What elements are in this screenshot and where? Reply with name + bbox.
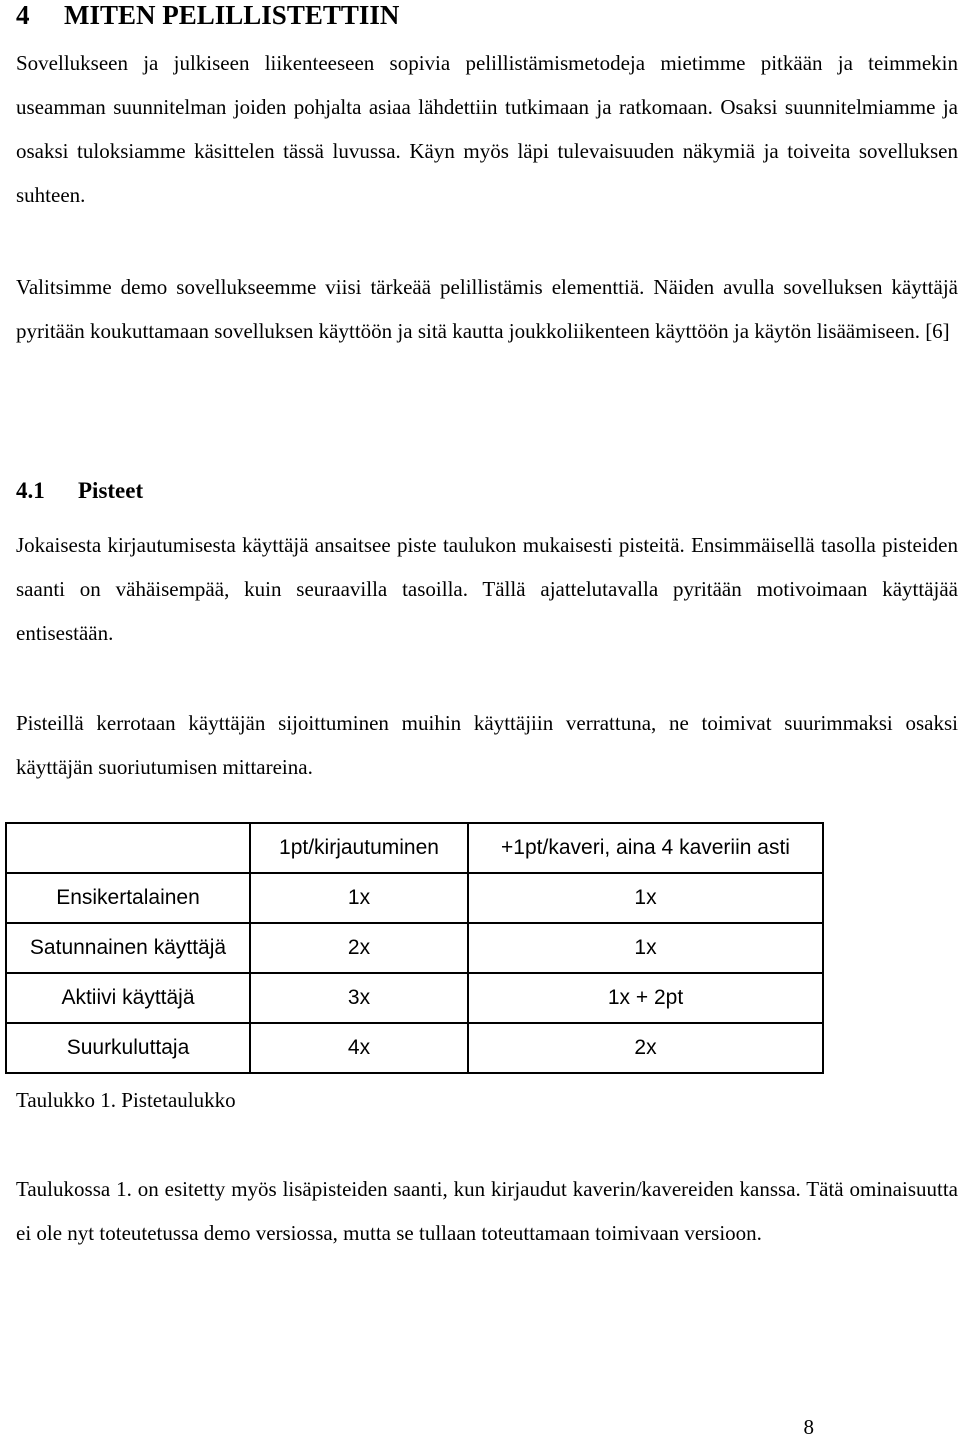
table-header-cell xyxy=(6,823,250,873)
paragraph-points-earning: Jokaisesta kirjautumisesta käyttäjä ansaitsee piste taulukon mukaisesti pisteitä. Ensimmäisellä tasolla pisteiden saanti on vähäisempää, kuin seuraavilla tasoilla. Tällä ajattelutavalla pyritään motivoimaan käyttäjää entisestään. xyxy=(16,533,958,645)
table-cell: 1x xyxy=(250,873,468,923)
table-cell: 1x xyxy=(468,923,823,973)
table-cell: Ensikertalainen xyxy=(6,873,250,923)
table-row xyxy=(6,973,823,1023)
table-cell: Satunnainen käyttäjä xyxy=(6,923,250,973)
table-row xyxy=(6,1023,823,1073)
paragraph-bonus-points: Taulukossa 1. on esitetty myös lisäpisteiden saanti, kun kirjaudut kaverin/kavereiden kanssa. Tätä ominaisuutta ei ole nyt toteutetussa demo versiossa, mutta se tullaan toteuttamaan toimivaan versioon. xyxy=(16,1177,958,1245)
points-table xyxy=(5,822,824,1074)
table-cell: Suurkuluttaja xyxy=(6,1023,250,1073)
section-title: Pisteet xyxy=(78,478,144,503)
table-cell: 3x xyxy=(250,973,468,1023)
section-heading xyxy=(16,476,143,506)
page-number: 8 xyxy=(803,1415,814,1439)
table-cell: Aktiivi käyttäjä xyxy=(6,973,250,1023)
table-cell: 1x xyxy=(468,873,823,923)
table-cell: 2x xyxy=(468,1023,823,1073)
section-number: 4.1 xyxy=(16,478,45,503)
chapter-number: 4 xyxy=(16,0,30,30)
table-cell: 2x xyxy=(250,923,468,973)
paragraph-intro: Sovellukseen ja julkiseen liikenteeseen sopivia pelillistämismetodeja mietimme pitkään ja teimmekin useamman suunnitelman joiden pohjalta asiaa lähdettiin tutkimaan ja ratkomaan. Osaksi suunnitelmiamme ja osaksi tuloksiamme käsittelen tässä luvussa. Käyn myös läpi tulevaisuuden näkymiä ja toiveita sovelluksen suhteen. xyxy=(16,51,958,207)
table-header-row xyxy=(6,823,823,873)
table-cell: 4x xyxy=(250,1023,468,1073)
paragraph-elements: Valitsimme demo sovellukseemme viisi tärkeää pelillistämis elementtiä. Näiden avulla sovelluksen käyttäjä pyritään koukuttamaan sovelluksen käyttöön ja sitä kautta joukkoliikenteen käyttöön ja käytön lisäämiseen. [6] xyxy=(16,275,958,343)
chapter-title: MITEN PELILLISTETTIIN xyxy=(64,0,400,30)
table-row xyxy=(6,923,823,973)
table-header-cell: +1pt/kaveri, aina 4 kaveriin asti xyxy=(468,823,823,873)
paragraph-points-ranking: Pisteillä kerrotaan käyttäjän sijoittuminen muihin käyttäjiin verrattuna, ne toimivat suurimmaksi osaksi käyttäjän suoriutumisen mittareina. xyxy=(16,711,958,779)
table-header-cell: 1pt/kirjautuminen xyxy=(250,823,468,873)
table-caption: Taulukko 1. Pistetaulukko xyxy=(16,1088,236,1112)
chapter-heading xyxy=(16,0,399,30)
table-row xyxy=(6,873,823,923)
table-cell: 1x + 2pt xyxy=(468,973,823,1023)
